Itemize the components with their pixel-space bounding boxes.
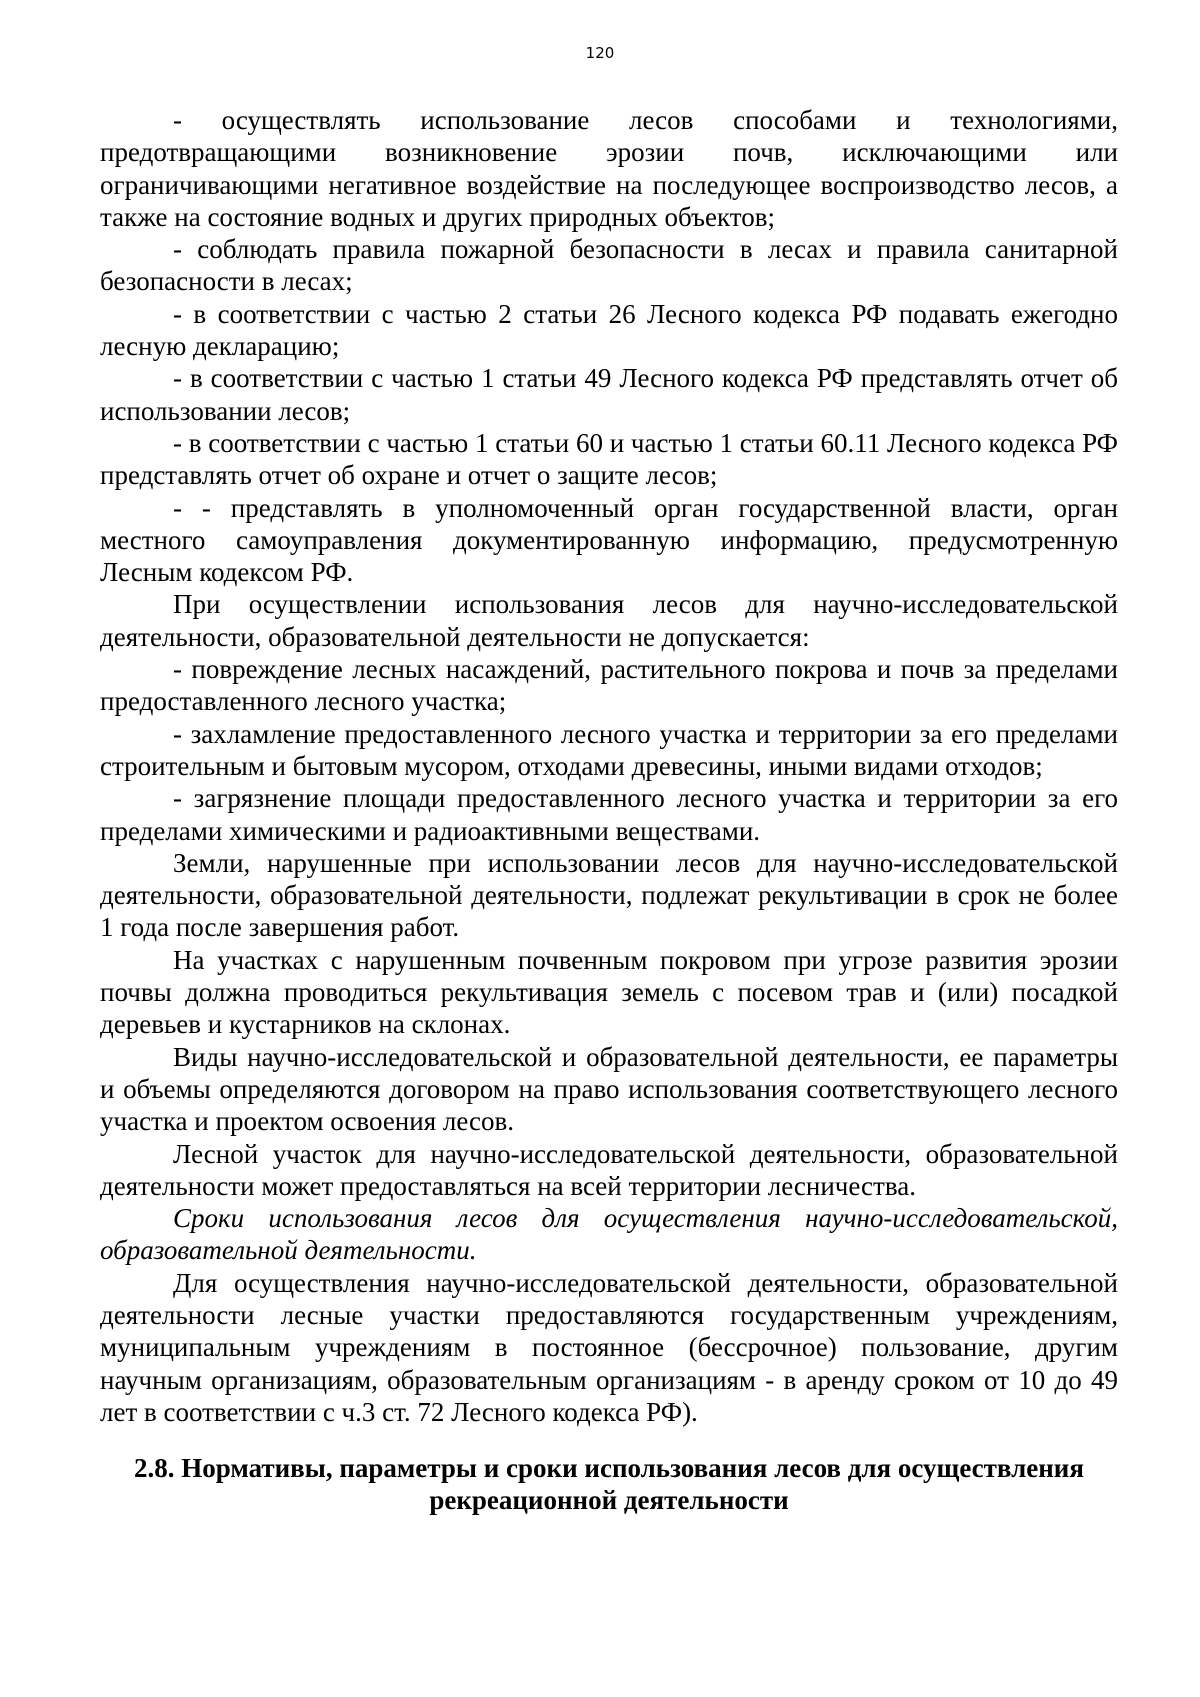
document-body [100,104,1118,1517]
paragraph: - соблюдать правила пожарной безопасности в лесах и правила санитарной безопасности в лесах; [100,234,1118,297]
paragraph: - - представлять в уполномоченный орган государственной власти, орган местного самоуправления документированную информацию, предусмотренную Лесным кодексом РФ. [100,492,1118,588]
paragraph: - в соответствии с частью 2 статьи 26 Лесного кодекса РФ подавать ежегодно лесную декларацию; [100,298,1118,362]
paragraph: - в соответствии с частью 1 статьи 49 Лесного кодекса РФ представлять отчет об использовании лесов; [100,363,1118,426]
paragraph: Для осуществления научно-исследовательской деятельности, образовательной деятельности лесные участки предоставляются государственным учреждениям, муниципальным учреждениям в постоянное (бессрочное) пользование, другим научным организациям, образовательным организациям - в аренду сроком от 10 до 49 лет в соответствии с ч.3 ст. 72 Лесного кодекса РФ). [100,1267,1118,1427]
section-heading: 2.8. Нормативы, параметры и сроки использования лесов для осуществления рекреационной деятельности [134,1453,1084,1516]
italic-subheading: Сроки использования лесов для осуществления научно-исследовательской, образовательной деятельности. [100,1203,1118,1266]
paragraph: - в соответствии с частью 1 статьи 60 и частью 1 статьи 60.11 Лесного кодекса РФ представлять отчет об охране и отчет о защите лесов; [100,427,1118,491]
paragraph: Виды научно-исследовательской и образовательной деятельности, ее параметры и объемы определяются договором на право использования соответствующего лесного участка и проектом освоения лесов. [100,1041,1118,1137]
paragraph: Земли, нарушенные при использовании лесов для научно-исследовательской деятельности, образовательной деятельности, подлежат рекультивации в срок не более 1 года после завершения работ. [100,847,1118,943]
paragraph: - загрязнение площади предоставленного лесного участка и территории за его пределами химическими и радиоактивными веществами. [100,783,1118,846]
paragraph: При осуществлении использования лесов для научно-исследовательской деятельности, образовательной деятельности не допускается: [100,589,1118,652]
paragraph: - осуществлять использование лесов способами и технологиями, предотвращающими возникновение эрозии почв, исключающими или ограничивающими негативное воздействие на последующее воспроизводство лесов, а также на состояние водных и других природных объектов; [100,105,1118,232]
paragraph: На участках с нарушенным почвенным покровом при угрозе развития эрозии почвы должна проводиться рекультивация земель с посевом трав и (или) посадкой деревьев и кустарников на склонах. [100,944,1118,1040]
paragraph: - захламление предоставленного лесного участка и территории за его пределами строительным и бытовым мусором, отходами древесины, иными видами отходов; [100,718,1118,781]
paragraph: Лесной участок для научно-исследовательской деятельности, образовательной деятельности может предоставляться на всей территории лесничества. [100,1138,1118,1201]
page-number: 120 [585,44,615,62]
paragraph: - повреждение лесных насаждений, растительного покрова и почв за пределами предоставленного лесного участка; [100,654,1118,717]
